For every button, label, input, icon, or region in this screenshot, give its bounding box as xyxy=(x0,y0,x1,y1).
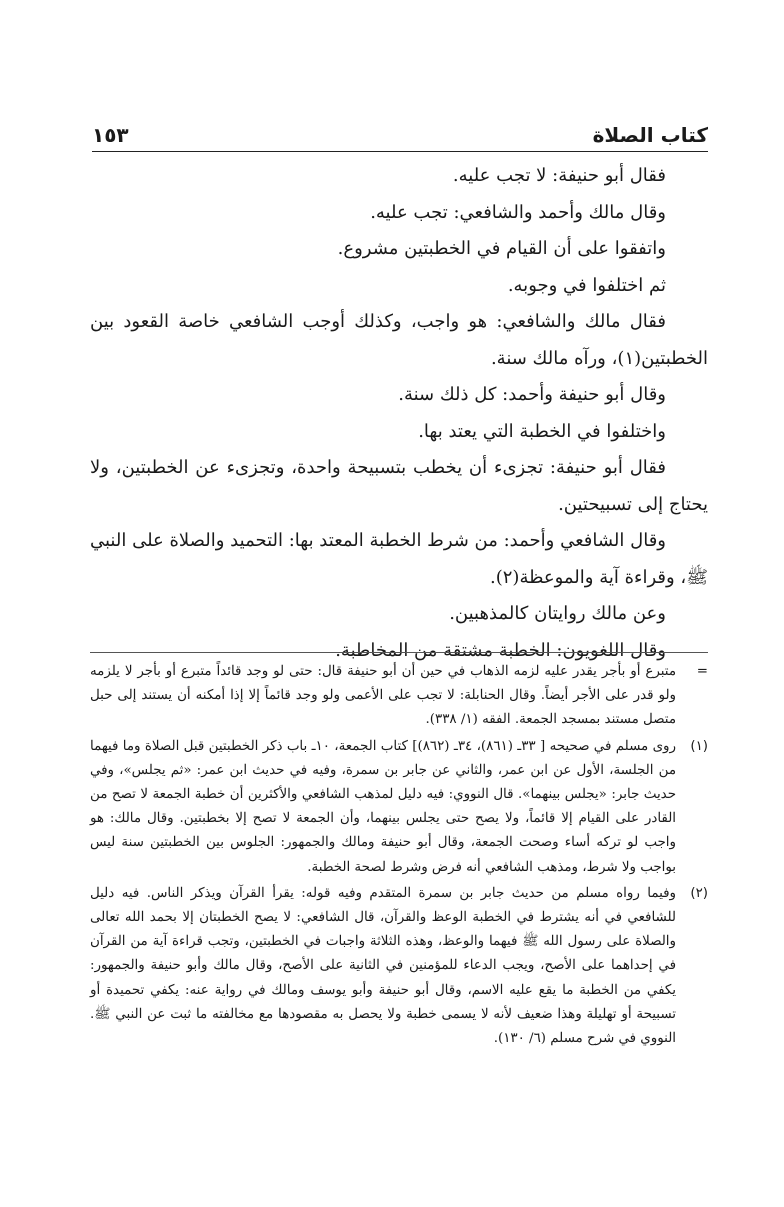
footnote-text: متبرع أو بأجر يقدر عليه لزمه الذهاب في حين أن أبو حنيفة قال: حتى لو وجد قائداً متبرع أو بأجر لا يلزمه ولو قدر على الأجر أيضاً. وقال الحنابلة: لا تجب على الأعمى ولو وجد قائماً إلا إذا أمكنه أن يستند إلى حبل متصل مستند بمسجد الجمعة. الفقه (١/ ٣٣٨). xyxy=(90,664,676,728)
paragraph: ثم اختلفوا في وجوبه. xyxy=(507,274,666,296)
footnote xyxy=(90,735,708,880)
paragraph: واختلفوا في الخطبة التي يعتد بها. xyxy=(418,420,666,442)
main-text xyxy=(90,158,708,669)
footnotes xyxy=(90,660,708,1051)
paragraph: فقال مالك والشافعي: هو واجب، وكذلك أوجب الشافعي خاصة القعود بين الخطبتين(١)، ورآه مالك سنة. xyxy=(90,311,708,369)
paragraph: وقال الشافعي وأحمد: من شرط الخطبة المعتد بها: التحميد والصلاة على النبي ﷺ، وقراءة آية والموعظة(٢). xyxy=(90,530,708,588)
footnote-separator xyxy=(90,652,708,653)
page-header xyxy=(92,117,708,152)
chapter-title: كتاب الصلاة xyxy=(592,123,708,147)
page-number: ١٥٣ xyxy=(92,123,129,147)
footnote xyxy=(90,882,708,1051)
paragraph: وقال مالك وأحمد والشافعي: تجب عليه. xyxy=(370,201,666,223)
paragraph: واتفقوا على أن القيام في الخطبتين مشروع. xyxy=(337,238,666,259)
footnote-mark: (١) xyxy=(690,738,708,754)
footnote-text: روى مسلم في صحيحه [ ٣٣ـ (٨٦١)، ٣٤ـ (٨٦٢)] كتاب الجمعة، ١٠ـ باب ذكر الخطبتين قبل الصلاة وما فيهما من الجلسة، الأول عن ابن عمر، والثاني عن جابر بن سمرة، وفيه في حديث ابن عمر: «ثم يجلس»، وفي حديث جابر: «يجلس بينهما». قال النووي: فيه دليل لمذهب الشافعي والأكثرين أن خطبة الجمعة لا تصح من القادر على القيام إلا قائماً، ولا يصح حتى يجلس بينهما، وأن الجمعة لا تصح إلا بخطبتين. وقال مالك: هو واجب لو تركه أساء وصحت الجمعة، وقال أبو حنيفة ومالك والجمهور: الجلوس بين الخطبتين سنة ليس بواجب ولا شرط، ومذهب الشافعي أنه فرض وشرط لصحة الخطبة. xyxy=(90,738,676,875)
paragraph: وقال اللغويون: الخطبة مشتقة من المخاطبة. xyxy=(335,639,666,661)
paragraph: فقال أبو حنيفة: لا تجب عليه. xyxy=(452,165,666,186)
footnote-mark: (٢) xyxy=(690,885,708,901)
paragraph: فقال أبو حنيفة: تجزىء أن يخطب بتسبيحة واحدة، وتجزىء عن الخطبتين، ولا يحتاج إلى تسبيحتين. xyxy=(90,457,708,515)
paragraph: وعن مالك روايتان كالمذهبين. xyxy=(449,603,666,624)
footnote-text: وفيما رواه مسلم من حديث جابر بن سمرة المتقدم وفيه قوله: يقرأ القرآن ويذكر الناس. فيه دليل للشافعي في أنه يشترط في الخطبة الوعظ والقرآن، قال الشافعي: لا يصح الخطبتان إلا بحمد الله تعالى والصلاة على رسول الله ﷺ فيهما والوعظ، وهذه الثلاثة واجبات في الخطبتين، وتجب قراءة آية من القرآن في إحداهما على الأصح، ويجب الدعاء للمؤمنين في الثانية على الأصح، وقال مالك وأبو حنيفة والجمهور: يكفي من الخطبة ما يقع عليه الاسم، وقال أبو حنيفة وأبو يوسف ومالك في رواية عنه: يكفي تحميدة أو تسبيحة أو تهليلة وهذا ضعيف لأنه لا يسمى خطبة ولا يحصل به مقصودها مع مخالفته ما ثبت عن النبي ﷺ. النووي في شرح مسلم (٦/ ١٣٠). xyxy=(90,885,676,1047)
footnote-mark: = xyxy=(696,664,708,679)
paragraph: وقال أبو حنيفة وأحمد: كل ذلك سنة. xyxy=(398,384,666,405)
footnote xyxy=(90,660,708,733)
